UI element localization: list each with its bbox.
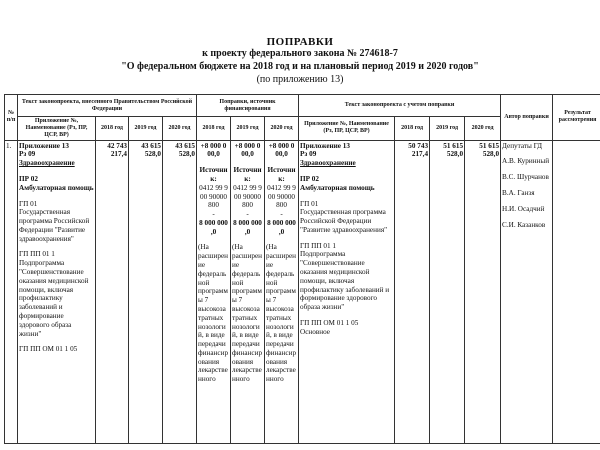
amend-2020-source: Источни <box>267 166 296 175</box>
amend-2020-source-cont: к: <box>278 175 285 184</box>
orig-value-2019 <box>129 140 163 443</box>
new-2019-a: 51 615 <box>443 141 464 150</box>
orig-pr-name: Амбулаторная помощь <box>19 183 94 192</box>
new-om: ГП ПП ОМ 01 1 05 <box>300 318 359 327</box>
new-pr-name: Амбулаторная помощь <box>300 183 375 192</box>
amend-2019-amount-cont: 00,0 <box>241 150 254 159</box>
orig-2018-b: 217,4 <box>110 150 127 159</box>
amend-2019-minus: - <box>246 210 249 219</box>
orig-pr: ПР 02 <box>19 175 38 184</box>
new-text-cell <box>299 140 395 443</box>
header-2019: 2019 год <box>129 117 163 141</box>
new-gp-name: Государственная программа Российской Федерации "Развитие здравоохранения" <box>300 208 388 234</box>
amend-2019-amount: +8 000 0 <box>234 141 261 150</box>
new-value-2019 <box>430 140 465 443</box>
amend-2019-source: Источни <box>233 166 262 175</box>
header-group-with-amendment: Текст законопроекта с учетом поправки <box>299 95 501 117</box>
amend-2018-cell <box>197 140 231 443</box>
header-new-appendix: Приложение №, Наименование (Рз, ПР, ЦСР, ВР) <box>299 117 395 141</box>
new-2018-a: 50 743 <box>408 141 429 150</box>
header-appendix: Приложение №, Наименование (Рз, ПР, ЦСР, ВР) <box>18 117 96 141</box>
orig-pp: ГП ПП 01 1 <box>19 250 55 259</box>
amend-2020-note: (На расширен ие федераль ной программ ы 7 высокоза тратных нозологи й, в виде передачи финансир ования лекарстве нного <box>266 243 297 384</box>
author-5: С.И. Казанков <box>502 220 546 229</box>
new-gp: ГП 01 <box>300 199 319 208</box>
amend-2020-code: 0412 99 9 00 90000 800 <box>267 183 296 210</box>
header-amend-2018: 2018 год <box>197 117 231 141</box>
subtitle-bill: к проекту федерального закона № 274618-7 <box>202 48 398 59</box>
amend-2018-minus-amount: 8 000 000 ,0 <box>199 218 228 236</box>
orig-gp: ГП 01 <box>19 199 38 208</box>
orig-2020-b: 528,0 <box>178 150 196 159</box>
subtitle-law: "О федеральном бюджете на 2018 год и на плановый период 2019 и 2020 годов" <box>121 61 479 72</box>
orig-2019-a: 43 615 <box>141 141 161 150</box>
orig-2019-b: 528,0 <box>144 150 161 159</box>
amend-2020-amount: +8 000 0 <box>268 141 295 150</box>
amend-2019-cell <box>231 140 265 443</box>
orig-2018-a: 42 743 <box>107 141 127 150</box>
author-3: В.А. Ганзя <box>502 189 535 198</box>
new-om-name: Основное <box>300 327 330 336</box>
new-appendix: Приложение 13 <box>300 141 350 150</box>
result-cell <box>553 140 600 443</box>
authors-cell <box>501 140 553 443</box>
amend-2019-code: 0412 99 9 00 90000 800 <box>233 183 262 210</box>
orig-gp-name: Государственная программа Российской Федерации "Развитие здравоохранения" <box>19 208 90 243</box>
new-2020-b: 528,0 <box>482 150 500 159</box>
author-4: Н.И. Осадчий <box>502 204 545 213</box>
amend-2018-source: Источни <box>199 166 228 175</box>
amend-2020-minus-amount: 8 000 000 ,0 <box>267 218 296 236</box>
new-rz-name: Здравоохранение <box>300 159 356 168</box>
amend-2018-minus: - <box>212 210 215 219</box>
amendments-table <box>4 94 600 444</box>
new-2019-b: 528,0 <box>446 150 464 159</box>
header-new-2018: 2018 год <box>395 117 430 141</box>
header-new-2019: 2019 год <box>430 117 465 141</box>
amend-2018-amount: +8 000 0 <box>200 141 227 150</box>
amend-2019-note: (На расширен ие федераль ной программ ы 7 высокоза тратных нозологи й, в виде передачи финансир ования лекарстве нного <box>232 243 263 384</box>
header-num: № п/п <box>5 95 18 141</box>
header-2020: 2020 год <box>163 117 197 141</box>
orig-om: ГП ПП ОМ 01 1 05 <box>19 345 78 354</box>
amend-2018-code: 0412 99 9 00 90000 800 <box>199 183 228 210</box>
new-rz: Рз 09 <box>300 150 317 159</box>
new-value-2020 <box>465 140 501 443</box>
header-amend-2019: 2019 год <box>231 117 265 141</box>
orig-value-2020 <box>163 140 197 443</box>
amend-2020-cell <box>265 140 299 443</box>
orig-rz-name: Здравоохранение <box>19 159 75 168</box>
amend-2020-amount-cont: 00,0 <box>275 150 288 159</box>
amend-2018-amount-cont: 00,0 <box>207 150 220 159</box>
authors-label: Депутаты ГД <box>502 141 543 150</box>
row-num: 1. <box>5 140 18 443</box>
amend-2018-note: (На расширен ие федераль ной программ ы 7 высокоза тратных нозологи й, в виде передачи финансир ования лекарстве нного <box>198 243 229 384</box>
orig-appendix: Приложение 13 <box>19 141 69 150</box>
amend-2020-minus: - <box>280 210 283 219</box>
header-amend-2020: 2020 год <box>265 117 299 141</box>
author-2: В.С. Шурчанов <box>502 173 549 182</box>
subtitle-appendix: (по приложению 13) <box>256 74 344 85</box>
header-group-amendments: Поправки, источник финансирования <box>197 95 299 117</box>
new-2020-a: 51 615 <box>479 141 500 150</box>
amend-2019-minus-amount: 8 000 000 ,0 <box>233 218 262 236</box>
header-new-2020: 2020 год <box>465 117 501 141</box>
new-pp-name: Подпрограмма "Совершенствование оказания медицинской помощи, включая профилактику заболеваний и формирование здорового образа жизни" <box>300 250 390 312</box>
author-1: А.В. Куринный <box>502 157 550 166</box>
new-pp: ГП ПП 01 1 <box>300 241 336 250</box>
table-row <box>5 140 600 443</box>
orig-rz: Рз 09 <box>19 150 36 159</box>
new-2018-b: 217,4 <box>411 150 429 159</box>
amend-2019-source-cont: к: <box>244 175 251 184</box>
header-group-original: Текст законопроекта, внесенного Правительством Российской Федерации <box>18 95 197 117</box>
header-result: Результат рассмотрения <box>553 95 600 141</box>
orig-pp-name: Подпрограмма "Совершенствование оказания медицинской помощи, включая профилактику заболеваний и формирование здорового образа жизни" <box>19 259 89 338</box>
page-title: ПОПРАВКИ <box>266 36 334 48</box>
header-author: Автор поправки <box>501 95 553 141</box>
header-2018: 2018 год <box>96 117 129 141</box>
new-value-2018 <box>395 140 430 443</box>
orig-value-2018 <box>96 140 129 443</box>
amend-2018-source-cont: к: <box>210 175 217 184</box>
new-pr: ПР 02 <box>300 175 319 184</box>
orig-2020-a: 43 615 <box>175 141 196 150</box>
original-text-cell <box>18 140 96 443</box>
